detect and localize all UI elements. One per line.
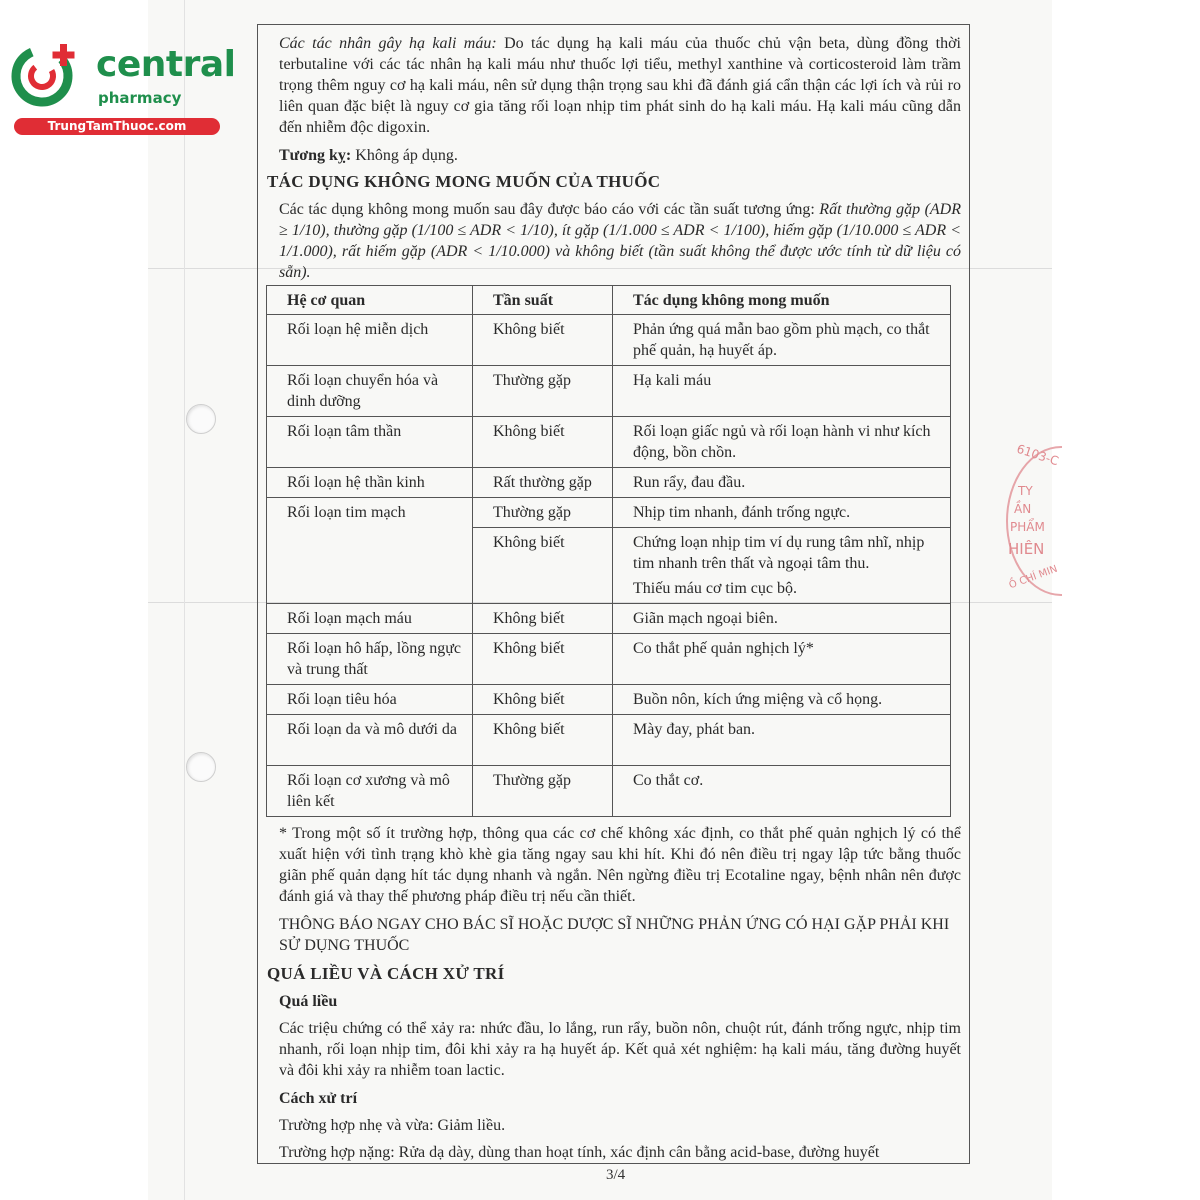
- table-cell-system: Rối loạn hô hấp, lồng ngực và trung thất: [267, 634, 473, 685]
- interaction-text: Do tác dụng hạ kali máu của thuốc chủ vận beta, dùng đồng thời terbutaline với các tác nhân hạ kali máu như thuốc lợi tiểu, methyl xanthine và corticosteroid làm trầm trọng thêm nguy cơ hạ kali máu, nên sử dụng thận trọng sau khi đã đánh giá cẩn thận các lợi ích và rủi ro liên quan đặc biệt là nguy cơ gia tăng rối loạn nhịp tim phát sinh do hạ kali máu. Hạ kali máu cũng dẫn đến nhiễm độc digoxin.: [279, 35, 962, 136]
- pharmacy-logo[interactable]: [10, 38, 236, 138]
- fold-line: [184, 0, 185, 1200]
- table-cell-system: Rối loạn da và mô dưới da: [267, 715, 473, 766]
- effect-line: Chứng loạn nhịp tim ví dụ rung tâm nhĩ, nhịp tim nhanh trên thất và ngoại tâm thu.: [633, 534, 925, 572]
- table-cell-effect: Co thắt phế quản nghịch lý*: [613, 634, 951, 685]
- logo-site-banner: TrungTamThuoc.com: [14, 118, 220, 135]
- overdose-heading: QUÁ LIỀU VÀ CÁCH XỬ TRÍ: [267, 964, 505, 983]
- document-frame: [257, 24, 970, 1164]
- table-row: [267, 468, 951, 498]
- table-cell-frequency: Không biết: [473, 528, 613, 604]
- interaction-paragraph: [279, 33, 961, 138]
- table-cell-effect: Nhịp tim nhanh, đánh trống ngực.: [613, 498, 951, 528]
- table-row: [267, 634, 951, 685]
- table-cell-frequency: Không biết: [473, 715, 613, 766]
- footnote-paragraph: * Trong một số ít trường hợp, thông qua các cơ chế không xác định, co thắt phế quản nghịch lý có thể xuất hiện với tình trạng khò khè gia tăng ngay sau khi hít. Khi đó nên điều trị ngay lập tức bằng thuốc giãn phế quản dạng hít tác dụng nhanh và ngắn. Nên ngừng điều trị Ecotaline ngay, bệnh nhân nên được đánh giá và thay thế phương pháp điều trị nếu cần thiết.: [279, 825, 961, 905]
- side-effects-table: [266, 285, 951, 817]
- table-row: [267, 604, 951, 634]
- compatibility-label: Tương kỵ:: [279, 147, 352, 164]
- table-cell-effect: Rối loạn giấc ngủ và rối loạn hành vi như kích động, bồn chồn.: [613, 417, 951, 468]
- table-row: [267, 498, 951, 528]
- column-header-effect: Tác dụng không mong muốn: [613, 286, 951, 315]
- table-row: [267, 685, 951, 715]
- table-cell-frequency: Rất thường gặp: [473, 468, 613, 498]
- table-cell-effect: Giãn mạch ngoại biên.: [613, 604, 951, 634]
- table-cell-frequency: Thường gặp: [473, 498, 613, 528]
- mild-case-text: Trường hợp nhẹ và vừa: Giảm liều.: [279, 1117, 506, 1134]
- table-cell-effect: Co thắt cơ.: [613, 766, 951, 817]
- table-cell-system: Rối loạn hệ miễn dịch: [267, 315, 473, 366]
- page-number: 3/4: [606, 1167, 626, 1183]
- table-cell-system: Rối loạn mạch máu: [267, 604, 473, 634]
- overdose-symptoms: Các triệu chứng có thể xảy ra: nhức đầu, lo lắng, run rẩy, buồn nôn, chuột rút, đánh trống ngực, nhịp tim nhanh, rối loạn nhịp tim, đôi khi xảy ra hạ huyết áp. Kết quả xét nghiệm: hạ kali máu, tăng đường huyết và đôi khi xảy ra nhiễm toan lactic.: [279, 1020, 961, 1079]
- effect-line: Thiếu máu cơ tim cục bộ.: [633, 580, 797, 597]
- table-cell-frequency: Không biết: [473, 417, 613, 468]
- table-row: [267, 715, 951, 766]
- table-cell-system: Rối loạn chuyển hóa và dinh dưỡng: [267, 366, 473, 417]
- overdose-subheading: Quá liều: [279, 993, 338, 1010]
- frequency-definitions: Rất thường gặp (ADR ≥ 1/10), thường gặp (1/100 ≤ ADR < 1/10), ít gặp (1/1.000 ≤ ADR < 1/100), hiếm gặp (1/10.000 ≤ ADR < 1/1.000), rất hiếm gặp (ADR < 1/10.000) và không biết (tần suất không thể được ước tính từ dữ liệu có sẵn).: [279, 201, 962, 281]
- punch-hole: [186, 752, 216, 782]
- table-cell-effect: Run rẩy, đau đầu.: [613, 468, 951, 498]
- table-cell-frequency: Không biết: [473, 634, 613, 685]
- table-cell-frequency: Thường gặp: [473, 766, 613, 817]
- compatibility-paragraph: [279, 145, 961, 166]
- table-row: [267, 417, 951, 468]
- column-header-frequency: Tần suất: [473, 286, 613, 315]
- table-cell-system: Rối loạn tim mạch: [267, 498, 473, 604]
- logo-subtitle: pharmacy: [98, 89, 182, 107]
- table-cell-effect: Phản ứng quá mẫn bao gồm phù mạch, co thắt phế quản, hạ huyết áp.: [613, 315, 951, 366]
- interaction-label: Các tác nhân gây hạ kali máu:: [279, 35, 497, 52]
- company-stamp: 6103-C TY ẦN PHẨM HIÊN Ồ CHÍ MIN: [1004, 440, 1062, 600]
- table-cell-frequency: Không biết: [473, 315, 613, 366]
- table-cell-system: Rối loạn hệ thần kinh: [267, 468, 473, 498]
- table-header-row: [267, 286, 951, 315]
- table-cell-frequency: Không biết: [473, 685, 613, 715]
- table-cell-frequency: Không biết: [473, 604, 613, 634]
- table-cell-system: Rối loạn cơ xương và mô liên kết: [267, 766, 473, 817]
- column-header-system: Hệ cơ quan: [267, 286, 473, 315]
- table-cell-effect: Buồn nôn, kích ứng miệng và cổ họng.: [613, 685, 951, 715]
- severe-case-text: Trường hợp nặng: Rửa dạ dày, dùng than hoạt tính, xác định cân bằng acid-base, đường huyết: [279, 1144, 880, 1161]
- report-notice: THÔNG BÁO NGAY CHO BÁC SĨ HOẶC DƯỢC SĨ NHỮNG PHẢN ỨNG CÓ HẠI GẶP PHẢI KHI SỬ DỤNG THUỐC: [279, 916, 950, 954]
- side-effects-intro: [279, 199, 961, 283]
- table-cell-frequency: Thường gặp: [473, 366, 613, 417]
- table-row: [267, 315, 951, 366]
- logo-wordmark: central: [96, 44, 236, 85]
- table-cell-effect: Mày đay, phát ban.: [613, 715, 951, 766]
- table-cell-system: Rối loạn tâm thần: [267, 417, 473, 468]
- central-logo-icon: [10, 40, 80, 110]
- punch-hole: [186, 404, 216, 434]
- table-row: [267, 766, 951, 817]
- table-cell-effect: Hạ kali máu: [613, 366, 951, 417]
- management-subheading: Cách xử trí: [279, 1090, 358, 1107]
- compatibility-text: Không áp dụng.: [351, 147, 458, 164]
- side-effects-intro-text: Các tác dụng không mong muốn sau đây được báo cáo với các tần suất tương ứng:: [279, 201, 820, 218]
- table-row: [267, 366, 951, 417]
- side-effects-heading: TÁC DỤNG KHÔNG MONG MUỐN CỦA THUỐC: [267, 172, 661, 191]
- table-cell-system: Rối loạn tiêu hóa: [267, 685, 473, 715]
- table-cell-effect: [613, 528, 951, 604]
